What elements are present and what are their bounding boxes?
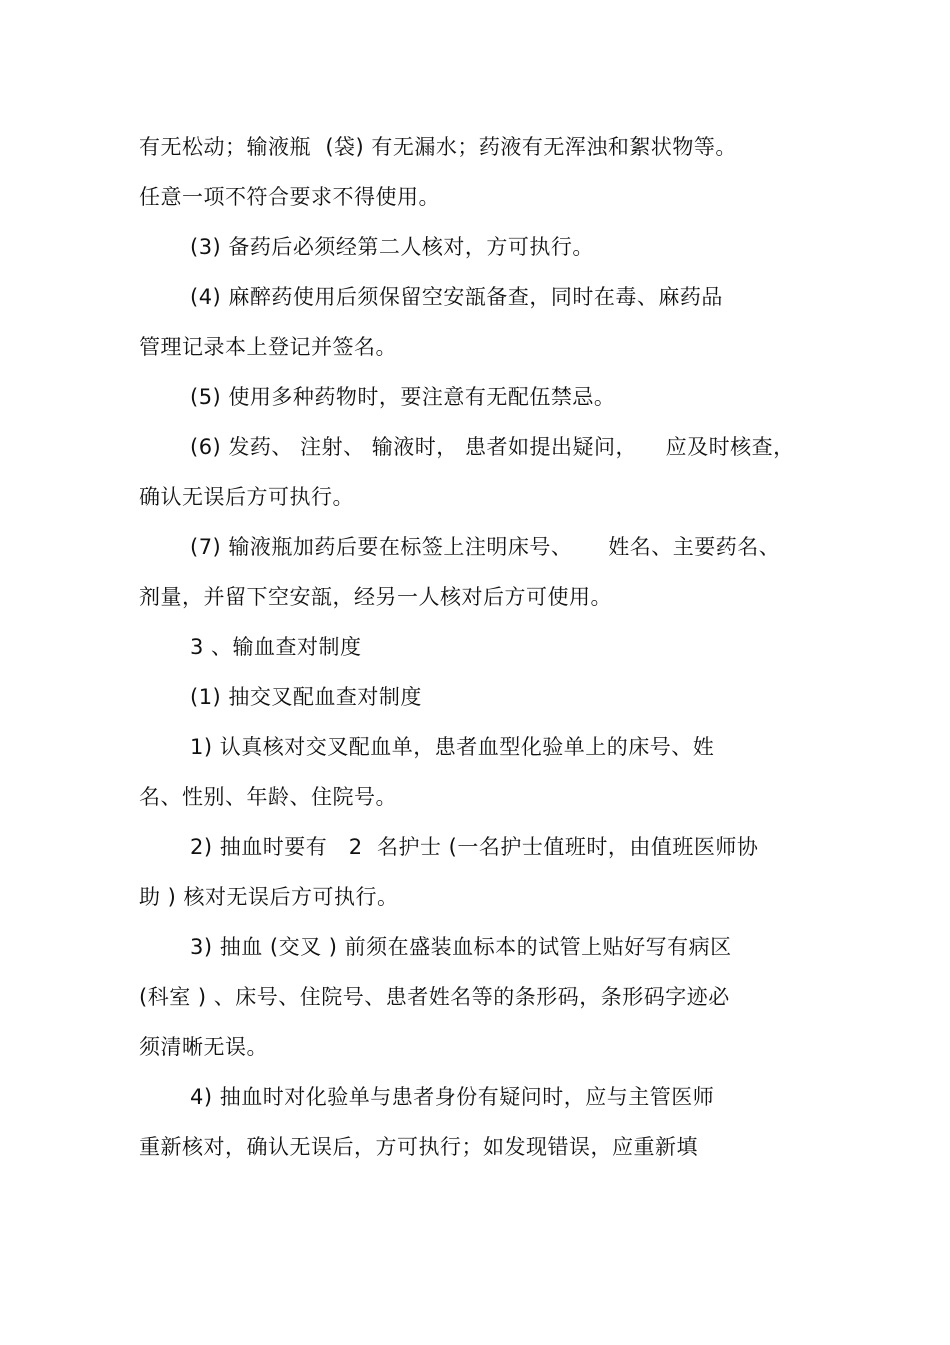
text-line: (6) 发药、 注射、 输液时， 患者如提出疑问， 应及时核查， [190,435,795,459]
text-line: 确认无误后方可执行。 [139,485,354,509]
text-line: 管理记录本上登记并签名。 [139,335,397,359]
text-line: 名、性别、年龄、住院号。 [139,785,397,809]
text-line: (4) 麻醉药使用后须保留空安瓿备查，同时在毒、麻药品 [190,285,723,309]
text-line: 3) 抽血 (交叉 ) 前须在盛装血标本的试管上贴好写有病区 [190,935,732,959]
text-line: 助 ) 核对无误后方可执行。 [139,885,399,909]
text-line: 剂量，并留下空安瓿，经另一人核对后方可使用。 [139,585,612,609]
text-line: 2) 抽血时要有 2 名护士 (一名护士值班时，由值班医师协 [190,835,759,859]
section-heading: 3 、输血查对制度 [190,635,362,659]
text-line: (5) 使用多种药物时，要注意有无配伍禁忌。 [190,385,616,409]
text-line: (7) 输液瓶加药后要在标签上注明床号、 姓名、主要药名、 [190,535,781,559]
text-line: 重新核对，确认无误后，方可执行；如发现错误，应重新填 [139,1135,698,1159]
text-line: (3) 备药后必须经第二人核对，方可执行。 [190,235,594,259]
subsection-heading: (1) 抽交叉配血查对制度 [190,685,422,709]
text-line: (科室 ) 、床号、住院号、患者姓名等的条形码，条形码字迹必 [139,985,730,1009]
text-line: 有无松动；输液瓶 (袋) 有无漏水；药液有无浑浊和絮状物等。 [139,135,737,159]
text-line: 任意一项不符合要求不得使用。 [139,185,440,209]
text-line: 1) 认真核对交叉配血单，患者血型化验单上的床号、姓 [190,735,715,759]
text-line: 4) 抽血时对化验单与患者身份有疑问时，应与主管医师 [190,1085,715,1109]
text-line: 须清晰无误。 [139,1035,268,1059]
